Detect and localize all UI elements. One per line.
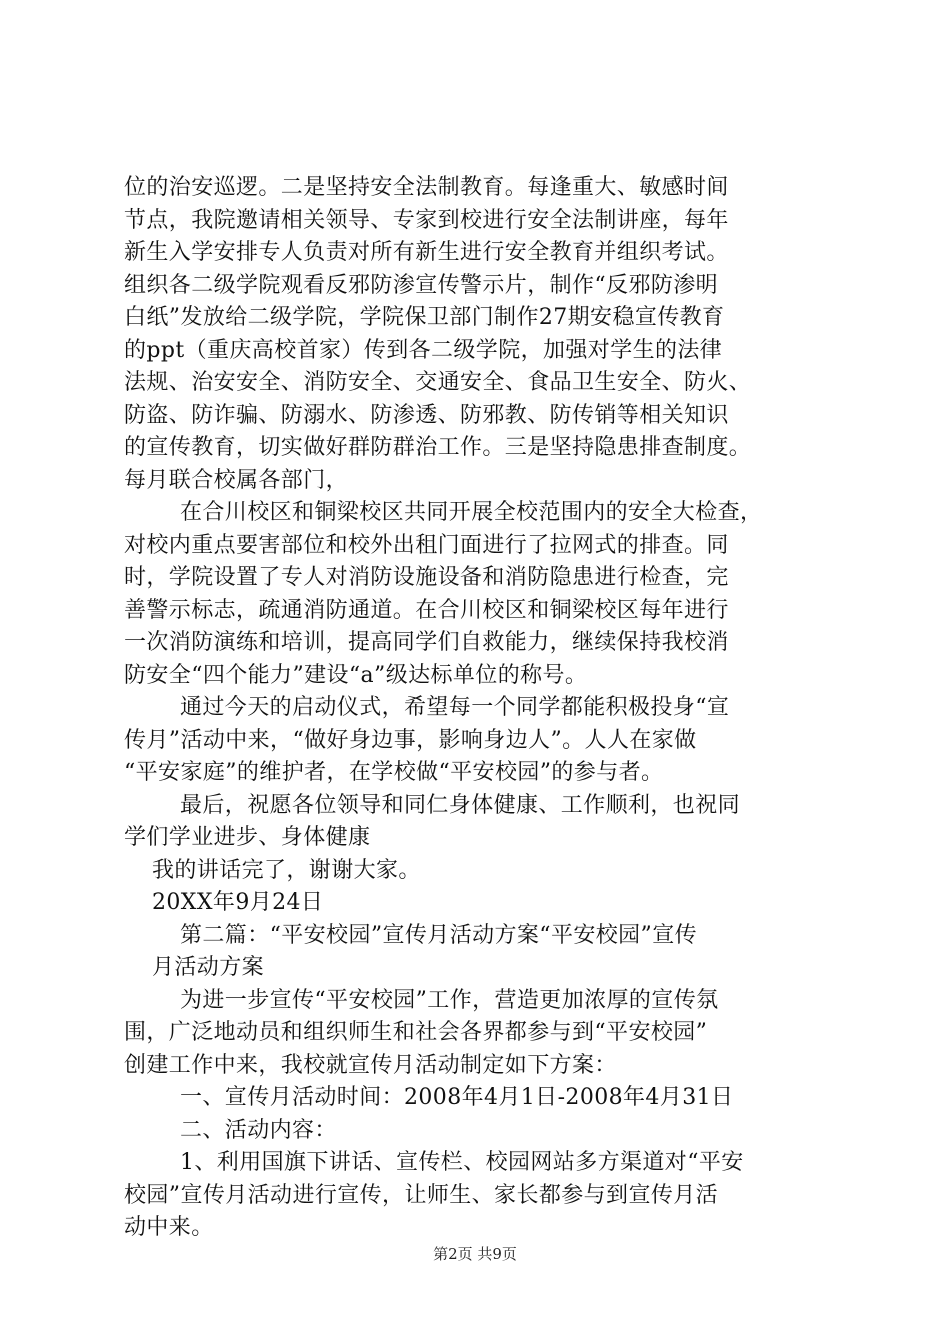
text-line: 学们学业进步、身体健康 [124,825,371,850]
page-footer: 第2页 共9页 [433,1245,517,1263]
text-line: 月活动方案 [152,955,265,980]
text-line: 每月联合校属各部门， [124,467,349,493]
text-line: 时，学院设置了专人对消防设施设备和消防隐患进行检查，完 [124,565,729,590]
text-line: 组织各二级学院观看反邪防渗宣传警示片，制作“反邪防渗明 [124,272,719,298]
text-line: 校园”宣传月活动进行宣传，让师生、家长都参与到宣传月活 [124,1182,719,1208]
text-line: 一、宣传月活动时间：2008年4月1日-2008年4月31日 [180,1085,734,1110]
text-line: 善警示标志，疏通消防通道。在合川校区和铜梁校区每年进行 [124,597,729,623]
text-line: 我的讲话完了，谢谢大家。 [152,857,421,883]
text-line: 节点，我院邀请相关领导、专家到校进行安全法制讲座，每年 [124,207,729,233]
text-line: 防盗、防诈骗、防溺水、防渗透、防邪教、防传销等相关知识 [124,402,729,428]
text-line: 最后，祝愿各位领导和同仁身体健康、工作顺利，也祝同 [180,792,741,818]
text-line: 动中来。 [124,1215,214,1240]
text-line: 位的治安巡逻。二是坚持安全法制教育。每逢重大、敏感时间 [124,175,729,200]
text-line: 围，广泛地动员和组织师生和社会各界都参与到“平安校园” [124,1020,708,1045]
text-line: 一次消防演练和培训，提高同学们自救能力，继续保持我校消 [124,630,729,655]
text-line: 通过今天的启动仪式，希望每一个同学都能积极投身“宣 [180,695,730,720]
text-line: 为进一步宣传“平安校园”工作，营造更加浓厚的宣传氛 [180,987,719,1013]
text-line: 创建工作中来，我校就宣传月活动制定如下方案： [124,1052,617,1078]
text-line: 20XX年9月24日 [152,890,324,915]
text-line: 的ppt（重庆高校首家）传到各二级学院，加强对学生的法律 [124,337,723,363]
text-line: “平安家庭”的维护者，在学校做“平安校园”的参与者。 [124,760,664,785]
text-line: 防安全“四个能力”建设“a”级达标单位的称号。 [124,662,588,688]
text-line: 1、利用国旗下讲话、宣传栏、校园网站多方渠道对“平安 [180,1150,744,1175]
text-line: 传月”活动中来，“做好身边事，影响身边人”。人人在家做 [124,727,697,753]
text-line: 在合川校区和铜梁校区共同开展全校范围内的安全大检查， [180,500,763,525]
text-line: 对校内重点要害部位和校外出租门面进行了拉网式的排查。同 [124,532,729,558]
text-line: 白纸”发放给二级学院，学院保卫部门制作27期安稳宣传教育 [124,305,725,330]
text-line: 第二篇：“平安校园”宣传月活动方案“平安校园”宣传 [180,922,697,948]
body-text [124,172,844,1245]
text-line: 法规、治安安全、消防安全、交通安全、食品卫生安全、防火、 [124,370,752,395]
text-line: 的宣传教育，切实做好群防群治工作。三是坚持隐患排查制度。 [124,435,752,460]
text-line: 新生入学安排专人负责对所有新生进行安全教育并组织考试。 [124,240,729,265]
text-line: 二、活动内容： [180,1117,337,1143]
